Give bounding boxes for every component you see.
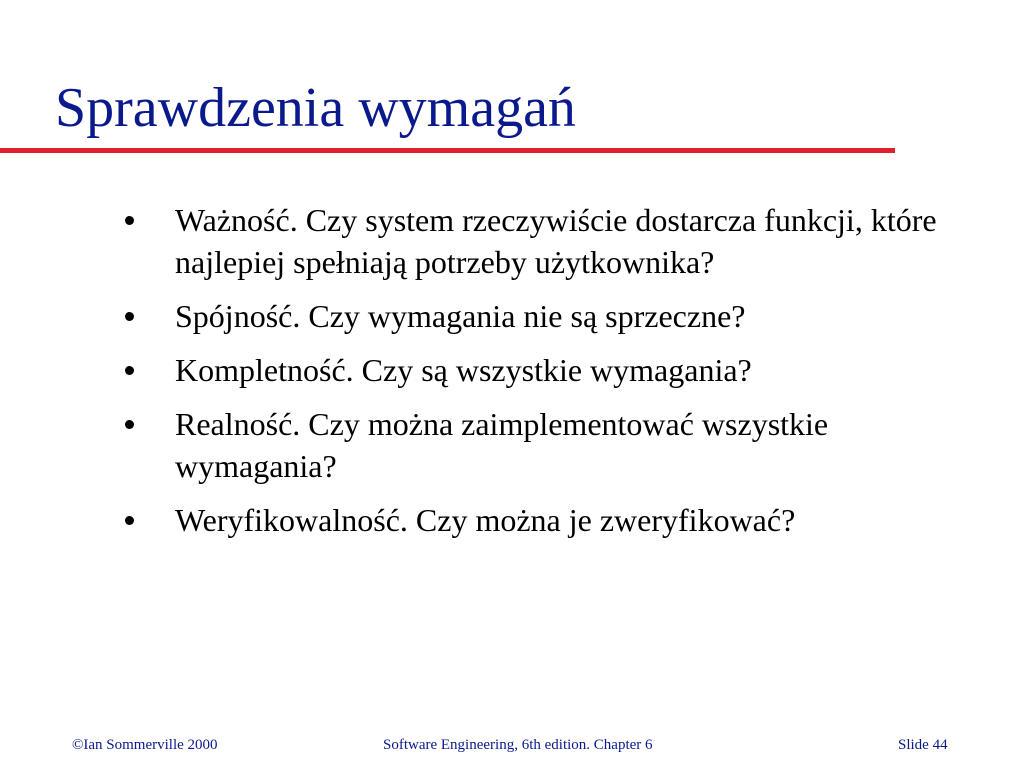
bullet-item — [120, 499, 980, 541]
bullet-dot-icon — [125, 312, 134, 321]
bullet-item — [120, 199, 980, 283]
bullet-text: Weryfikowalność. Czy można je zweryfikować? — [175, 502, 796, 538]
bullet-list — [120, 199, 980, 553]
bullet-text: Spójność. Czy wymagania nie są sprzeczne? — [175, 298, 746, 334]
slide-title: Sprawdzenia wymagań — [55, 77, 576, 139]
bullet-item — [120, 349, 980, 391]
footer-copyright: ©Ian Sommerville 2000 — [72, 737, 218, 753]
footer-book-title: Software Engineering, 6th edition. Chapter 6 — [383, 737, 653, 753]
bullet-item — [120, 403, 980, 487]
footer-slide-number: Slide 44 — [898, 737, 948, 753]
bullet-text: Ważność. Czy system rzeczywiście dostarcza funkcji, które najlepiej spełniają potrzeby użytkownika? — [175, 202, 937, 280]
bullet-text: Realność. Czy można zaimplementować wszystkie wymagania? — [175, 406, 829, 484]
bullet-item — [120, 295, 980, 337]
bullet-dot-icon — [125, 366, 134, 375]
bullet-dot-icon — [125, 420, 134, 429]
bullet-text: Kompletność. Czy są wszystkie wymagania? — [175, 352, 752, 388]
bullet-dot-icon — [125, 516, 134, 525]
title-underline — [0, 148, 895, 153]
bullet-dot-icon — [125, 216, 134, 225]
